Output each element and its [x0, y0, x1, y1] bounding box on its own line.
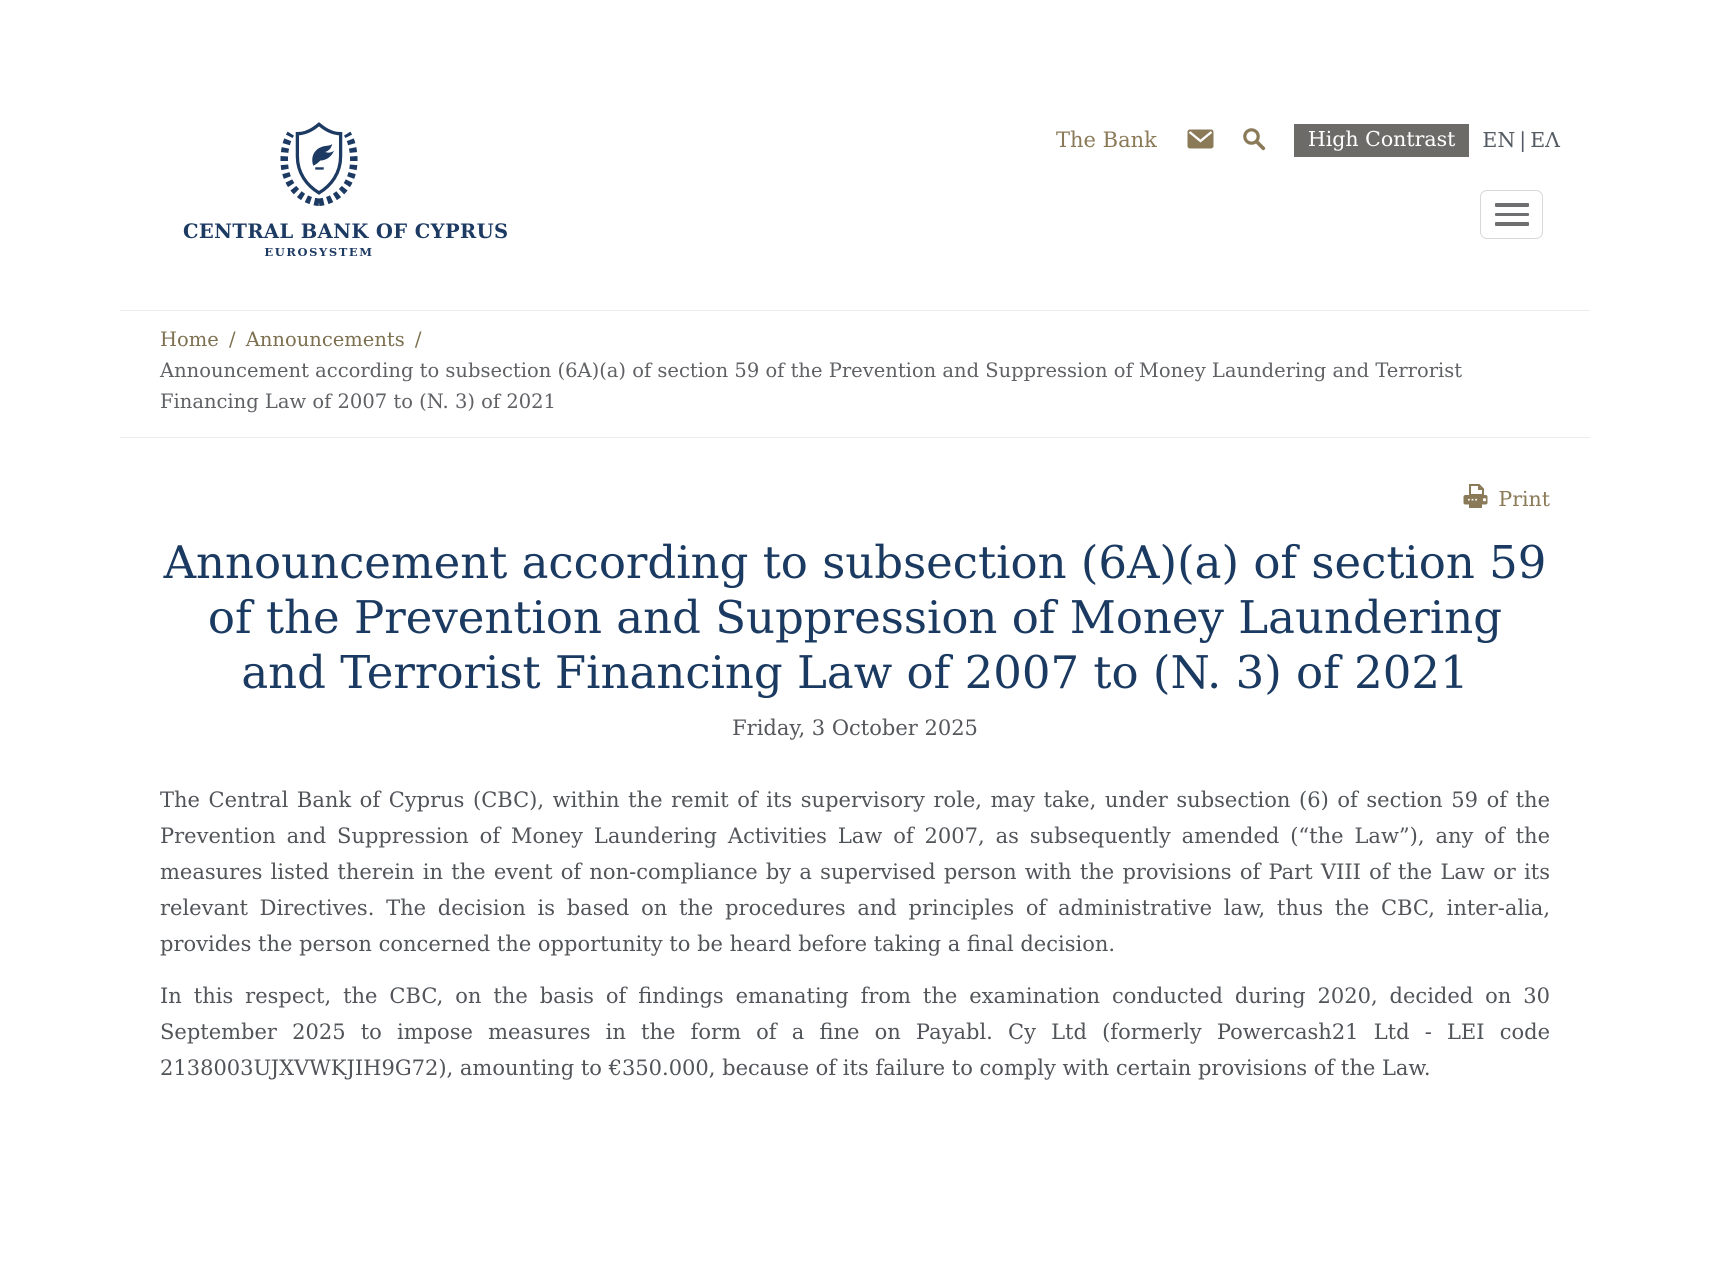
article-body: [160, 782, 1550, 1086]
the-bank-link[interactable]: The Bank: [1056, 128, 1157, 153]
breadcrumb-links: [160, 324, 1550, 355]
hamburger-menu-button[interactable]: [1480, 190, 1543, 239]
article-content: [160, 484, 1550, 1086]
search-button[interactable]: [1242, 127, 1266, 154]
magnifier-icon: [1242, 127, 1266, 154]
breadcrumb-home-link[interactable]: Home: [160, 328, 219, 351]
logo-subtitle: EUROSYSTEM: [264, 245, 374, 259]
page-title: Announcement according to subsection (6A)(a) of section 59 of the Prevention and Suppression of Money Laundering and Terrorist Financing Law of 2007 to (N. 3) of 2021: [163, 536, 1547, 699]
envelope-icon: [1187, 129, 1214, 152]
top-utility-nav: [1056, 124, 1560, 157]
lang-el-link[interactable]: ΕΛ: [1530, 128, 1560, 153]
high-contrast-toggle[interactable]: High Contrast: [1294, 124, 1470, 157]
article-paragraph: In this respect, the CBC, on the basis of findings emanating from the examination conducted during 2020, decided on 30 September 2025 to impose measures in the form of a fine on Payabl. Cy Ltd (formerly Powercash21 Ltd - LEI code 2138003UJXVWKJIH9G72), amounting to €350.000, because of its failure to comply with certain provisions of the Law.: [160, 983, 1550, 1080]
cbc-logo[interactable]: [183, 112, 509, 259]
lang-en-link[interactable]: EN: [1482, 128, 1516, 153]
breadcrumb-separator: /: [414, 328, 422, 351]
article-date: Friday, 3 October 2025: [732, 715, 978, 740]
cbc-emblem-icon: [272, 193, 366, 212]
printer-icon: [1462, 484, 1489, 514]
breadcrumb: [120, 310, 1590, 438]
article-paragraph: The Central Bank of Cyprus (CBC), within the remit of its supervisory role, may take, under subsection (6) of section 59 of the Prevention and Suppression of Money Laundering Activities Law of 2007, as subsequently amended (“the Law”), any of the measures listed therein in the event of non-compliance by a supervised person with the provisions of Part VIII of the Law or its relevant Directives. The decision is based on the procedures and principles of administrative law, thus the CBC, inter-alia, provides the person concerned the opportunity to be heard before taking a final decision.: [160, 787, 1550, 956]
breadcrumb-announcements-link[interactable]: Announcements: [245, 328, 405, 351]
language-switcher: [1482, 128, 1560, 152]
print-label: Print: [1498, 487, 1550, 511]
breadcrumb-separator: /: [228, 328, 236, 351]
print-row: [160, 484, 1550, 514]
contact-button[interactable]: [1187, 129, 1214, 152]
print-button[interactable]: [1462, 484, 1550, 514]
lang-separator: |: [1519, 128, 1527, 153]
page-header: [0, 0, 1710, 310]
logo-title: CENTRAL BANK OF CYPRUS: [183, 220, 509, 243]
breadcrumb-current-page: Announcement according to subsection (6A)(a) of section 59 of the Prevention and Suppression of Money Laundering and Terrorist Financing Law of 2007 to (N. 3) of 2021: [160, 359, 1463, 413]
